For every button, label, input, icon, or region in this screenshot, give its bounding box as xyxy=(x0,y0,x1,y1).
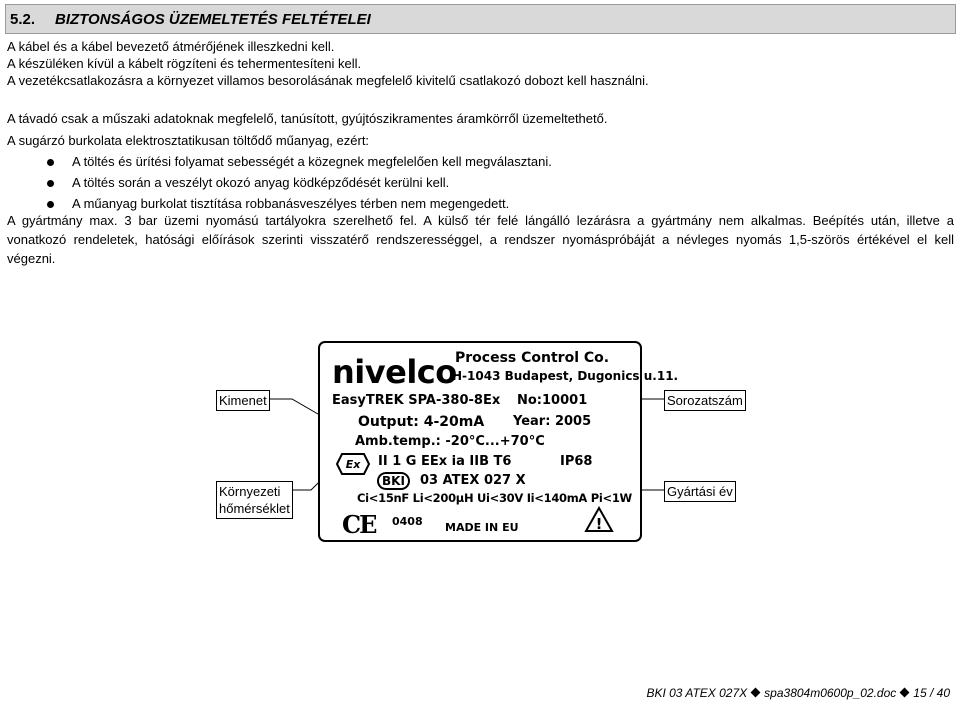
paragraph-electrostatic: A sugárzó burkolata elektrosztatikusan töltődő műanyag, ezért: xyxy=(7,133,370,148)
paragraph-pressure-line: vonatkozó rendeletek, hatósági előírások szerinti visszatérő rendszerességgel, a rendszer nyomáspróbáját a névleges nyomás 1,5-szörös értékével el kell xyxy=(7,232,954,247)
plate-output: Output: 4-20mA xyxy=(358,414,485,430)
page-footer xyxy=(646,686,950,700)
paragraph-cable-diameter: A kábel és a kábel bevezető átmérőjének illeszkedni kell. xyxy=(7,39,335,54)
plate-made-in: MADE IN EU xyxy=(445,521,519,534)
plate-notified-body: 0408 xyxy=(392,515,423,528)
plate-ip-rating: IP68 xyxy=(560,454,593,469)
warning-triangle-icon xyxy=(584,506,614,533)
section-title: BIZTONSÁGOS ÜZEMELTETÉS FELTÉTELEI xyxy=(55,11,371,28)
callout-label-ambient-line: hőmérséklet xyxy=(219,501,290,516)
footer-page: 15 / 40 xyxy=(913,686,950,700)
callout-label-year: Gyártási év xyxy=(664,481,736,502)
callout-label-ambient-line: Környezeti xyxy=(219,484,281,499)
plate-company: Process Control Co. xyxy=(455,350,610,366)
plate-safety-params: Ci<15nF Li<200μH Ui<30V Ii<140mA Pi<1W xyxy=(357,491,632,505)
callout-label-output: Kimenet xyxy=(216,390,270,411)
ce-mark: CE xyxy=(342,510,376,539)
diamond-icon xyxy=(900,688,910,698)
plate-model: EasyTREK SPA-380-8Ex xyxy=(332,393,501,408)
section-number: 5.2. xyxy=(10,11,36,28)
callout-label-serial: Sorozatszám xyxy=(664,390,746,411)
paragraph-pressure-line: végezni. xyxy=(7,251,56,266)
plate-atex-cert: 03 ATEX 027 X xyxy=(420,473,526,488)
plate-serial: No:10001 xyxy=(517,393,588,408)
plate-ambient-temp: Amb.temp.: -20°C...+70°C xyxy=(355,434,545,449)
paragraph-junction-box: A vezetékcsatlakozásra a környezet villamos besorolásának megfelelő kivitelű csatlakozó dobozt kell használni. xyxy=(7,73,649,88)
warning-mark: ! xyxy=(595,515,603,533)
plate-address: H-1043 Budapest, Dugonics u.11. xyxy=(452,369,679,383)
paragraph-intrinsic-safety: A távadó csak a műszaki adatoknak megfelelő, tanúsított, gyújtószikramentes áramkörről üzemeltethető. xyxy=(7,111,608,126)
footer-doc: spa3804m0600p_02.doc xyxy=(764,686,897,700)
paragraph-cable-fixing: A készüléken kívül a kábelt rögzíteni és tehermentesíteni kell. xyxy=(7,56,362,71)
type-plate xyxy=(318,341,679,542)
paragraph-pressure-line: A gyártmány max. 3 bar üzemi nyomású tartályokra szerelhető fel. A külső tér felé lángálló lezárásra a gyártmány nem alkalmas. Beépítés után, illetve a xyxy=(7,213,954,228)
plate-ex-marking: II 1 G EEx ia IIB T6 xyxy=(378,454,512,469)
brand-logo: nivelco xyxy=(332,353,457,391)
ex-symbol-text: Ex xyxy=(345,458,361,471)
bki-badge: BKI xyxy=(377,472,410,490)
bullet-item: A töltés során a veszélyt okozó anyag ködképződését kerülni kell. xyxy=(72,175,450,190)
bullet-item: A töltés és ürítési folyamat sebességét a közegnek megfelelően kell megválasztani. xyxy=(72,154,552,169)
bullet-item: A műanyag burkolat tisztítása robbanásveszélyes térben nem megengedett. xyxy=(72,196,510,211)
callout-label-ambient xyxy=(216,481,293,519)
plate-year: Year: 2005 xyxy=(513,414,592,429)
footer-cert: BKI 03 ATEX 027X xyxy=(646,686,748,700)
diamond-icon xyxy=(751,688,761,698)
ex-hexagon-icon xyxy=(336,452,370,476)
